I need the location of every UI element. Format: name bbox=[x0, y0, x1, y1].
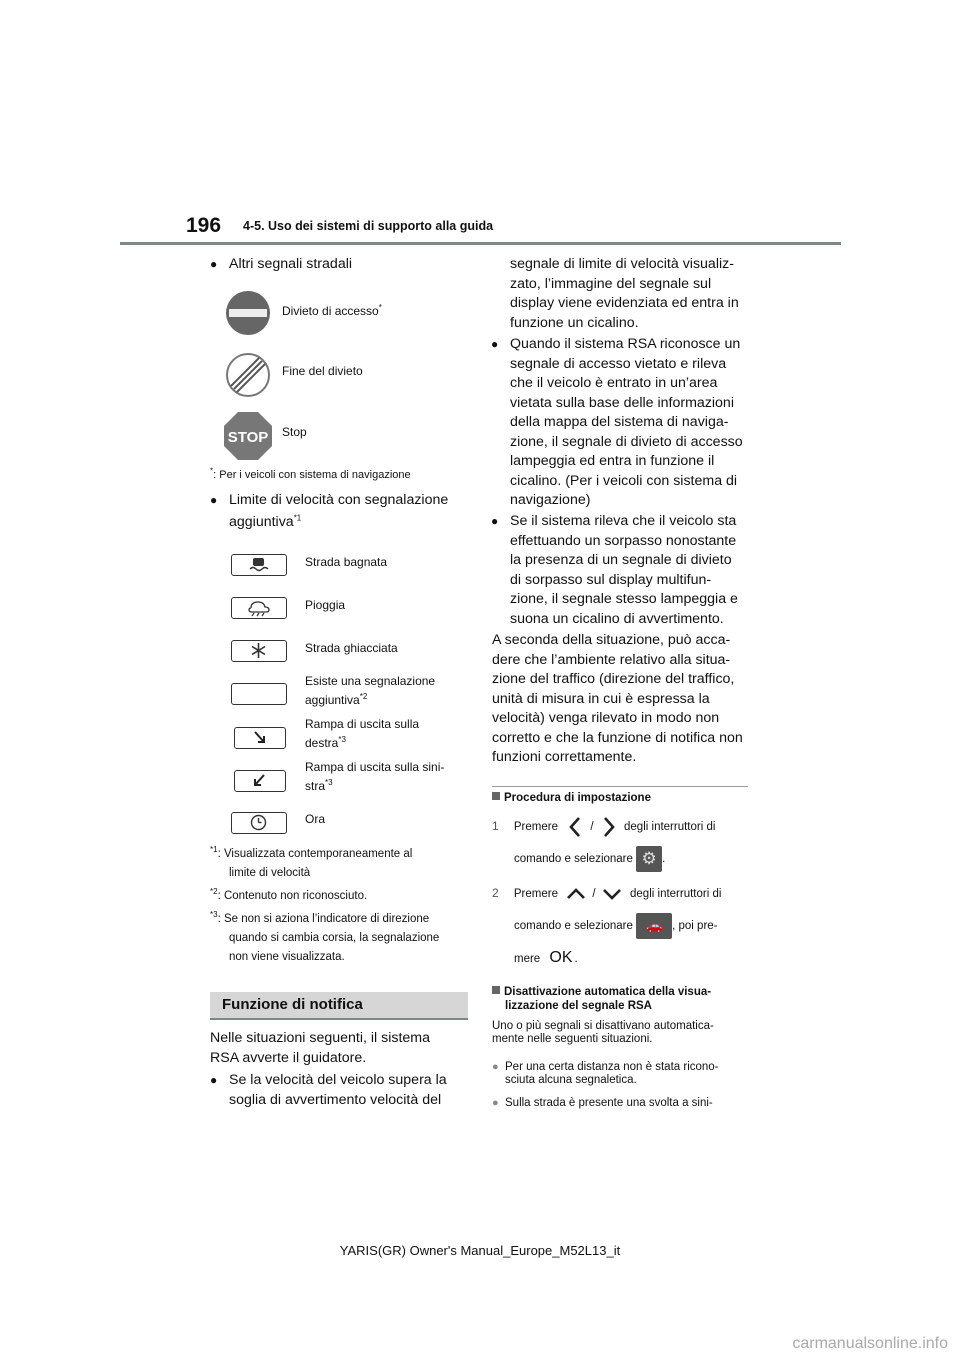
no-entry-sign-icon bbox=[225, 290, 271, 341]
step-1: 1 Premere / degli interruttori di bbox=[492, 815, 715, 839]
ice-road-icon bbox=[231, 640, 287, 662]
sign-label: Fine del divieto bbox=[282, 364, 363, 378]
chevron-down-icon bbox=[601, 886, 623, 902]
chevron-left-icon bbox=[567, 815, 583, 839]
nav-footnote: *: Per i veicoli con sistema di navigazione bbox=[210, 466, 411, 481]
notify-heading: Funzione di notifica bbox=[210, 992, 468, 1020]
section-divider bbox=[492, 786, 748, 787]
sign-label: Stop bbox=[282, 425, 307, 439]
gear-icon: ⚙ bbox=[636, 846, 662, 872]
auto-off-heading: Disattivazione automatica della visua- lizzazione del segnale RSA bbox=[492, 985, 711, 1013]
clock-icon bbox=[231, 812, 287, 834]
stop-sign-text: STOP bbox=[227, 429, 269, 446]
footnote: $^{*1}$: Visualizzata contemporaneamente al limite di velocità bbox=[210, 845, 413, 879]
exit-left-icon bbox=[234, 770, 286, 792]
notify-bullet-3: ● Se il sistema rileva che il veicolo sta effettuando un sorpasso nonostante la presenza di un segnale di divieto di sorpasso sul display multifun- zione, il segnale stesso lampeggia e suona un cicalino di avvertimento. bbox=[510, 512, 738, 629]
footer: YARIS(GR) Owner's Manual_Europe_M52L13_it bbox=[339, 1243, 621, 1258]
auto-off-bullet-1: ● Per una certa distanza non è stata ricono- sciuta alcuna segnaletica. bbox=[505, 1061, 719, 1087]
auto-off-intro: Uno o più segnali si disattivano automatica- mente nelle seguenti situazioni. bbox=[492, 1020, 714, 1045]
exit-right-icon bbox=[234, 727, 286, 749]
step-2-line-2: comando e selezionare 🚗 , poi pre- bbox=[514, 913, 718, 939]
watermark: carmanualsonline.info bbox=[792, 1335, 948, 1352]
section-title: 4-5. Uso dei sistemi di supporto alla guida bbox=[243, 219, 494, 233]
procedure-heading: Procedura di impostazione bbox=[492, 791, 651, 805]
chevron-up-icon bbox=[565, 886, 587, 902]
panel-label: Pioggia bbox=[305, 598, 346, 612]
auto-off-bullet-2: ● Sulla strada è presente una svolta a sini- bbox=[505, 1097, 713, 1110]
chevron-right-icon bbox=[601, 815, 617, 839]
end-of-restriction-sign-icon bbox=[225, 352, 271, 403]
stop-sign-icon bbox=[223, 411, 273, 466]
header-rule bbox=[120, 242, 841, 245]
panel-label: Rampa di uscita sulla destra$^{*3}$ bbox=[305, 717, 420, 750]
panel-label: Strada ghiacciata bbox=[305, 641, 398, 655]
panel-label: Rampa di uscita sulla sini- stra$^{*3}$ bbox=[305, 760, 445, 793]
notify-intro: Nelle situazioni seguenti, il sistema RSA avverte il guidatore. bbox=[210, 1030, 431, 1066]
page-number: 196 bbox=[186, 214, 222, 237]
footnote: $^{*2}$: Contenuto non riconosciuto. bbox=[210, 887, 368, 902]
notify-bullet-1-cont: segnale di limite di velocità visualiz- zato, l’immagine del segnale sul display viene evidenziata ed entra in funzione un cicalino. bbox=[510, 256, 739, 331]
notify-bullet-2: ● Quando il sistema RSA riconosce un segnale di accesso vietato e rileva che il veicolo è entrato in un’area vietata sulla base delle informazioni della mappa del sistema di naviga- zione, il segnale di divieto di accesso lampeggia ed entra in funzione il cicalino. (Per i veicoli con sistema di navigazione) bbox=[510, 335, 743, 511]
speed-limit-title: ● Limite di velocità con segnalazione aggiuntiva$^{*1}$ bbox=[229, 491, 448, 532]
panel-label: Strada bagnata bbox=[305, 555, 388, 569]
wet-road-icon bbox=[231, 554, 287, 576]
step-2: 2 Premere / degli interruttori di bbox=[492, 886, 722, 900]
panel-label: Ora bbox=[305, 812, 326, 826]
sign-label: Divieto di accesso* bbox=[282, 303, 382, 318]
ok-button-label: OK bbox=[549, 949, 573, 966]
blank-panel-icon bbox=[231, 683, 287, 705]
rain-icon bbox=[231, 597, 287, 619]
panel-label: Esiste una segnalazione aggiuntiva$^{*2}$ bbox=[305, 674, 436, 707]
notify-bullet-1: ● Se la velocità del veicolo supera la soglia di avvertimento velocità del bbox=[229, 1071, 447, 1110]
step-2-line-3: mere OK . bbox=[514, 949, 578, 966]
other-signs-title: ● Altri segnali stradali bbox=[229, 255, 352, 275]
step-1-line-2: comando e selezionare ⚙ . bbox=[514, 846, 665, 872]
footnote: $^{*3}$: Se non si aziona l’indicatore di direzione quando si cambia corsia, la segnalazione non viene visualizzata. bbox=[210, 910, 440, 963]
car-sign-icon: 🚗 bbox=[636, 913, 672, 939]
note-paragraph: A seconda della situazione, può acca- dere che l’ambiente relativo alla situa- zione del traffico (direzione del traffico, unità di misura in cui è espressa la velocità) venga rilevato in modo non corretto e che la funzione di notifica non funzioni correttamente. bbox=[492, 632, 743, 765]
